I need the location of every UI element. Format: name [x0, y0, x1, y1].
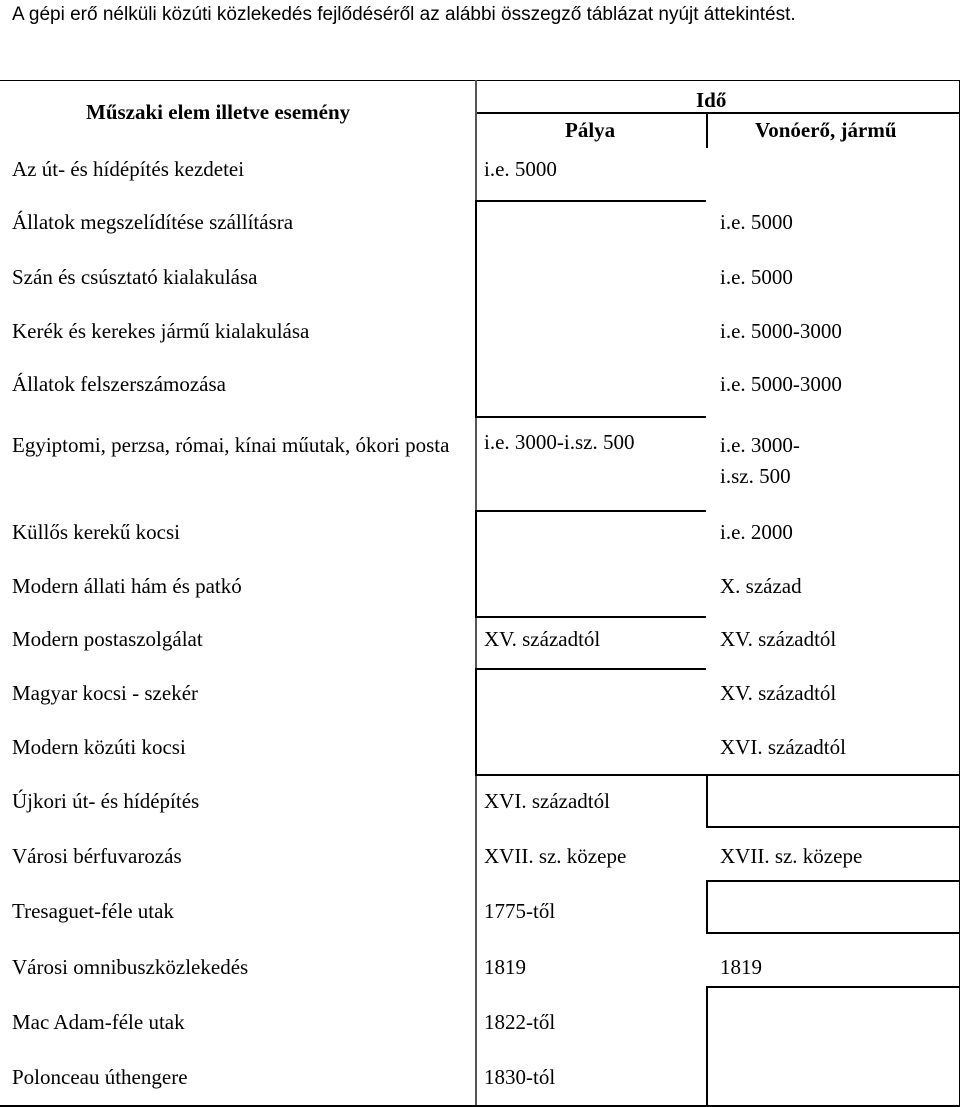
empty-cell-border [706, 986, 708, 1107]
row-traction: i.e. 5000 [720, 265, 793, 289]
empty-cell-border [475, 200, 706, 202]
empty-cell-border [475, 774, 706, 776]
row-track: XV. századtól [484, 627, 601, 651]
row-traction: i.e. 5000-3000 [720, 372, 842, 396]
row-label: Újkori út- és hídépítés [12, 789, 200, 813]
row-label: Modern közúti kocsi [12, 735, 186, 759]
row-label: Modern postaszolgálat [12, 627, 203, 651]
empty-cell-border [706, 880, 708, 932]
empty-cell-border [706, 774, 708, 826]
header-traction: Vonóerő, jármű [755, 118, 897, 142]
row-track: 1775-től [484, 899, 556, 923]
row-traction: 1819 [720, 955, 762, 979]
intro-text: A gépi erő nélküli közúti közlekedés fejlődéséről az alábbi összegző táblázat nyújt áttekintést. [12, 4, 796, 25]
empty-cell-border [475, 668, 477, 774]
row-label: Tresaguet-féle utak [12, 899, 174, 923]
empty-cell-border [706, 774, 960, 776]
row-traction: i.e. 5000-3000 [720, 319, 842, 343]
row-label: Városi omnibuszközlekedés [12, 955, 249, 979]
row-traction: X. század [720, 574, 802, 598]
row-traction: XV. századtól [720, 681, 837, 705]
row-traction: i.e. 5000 [720, 210, 793, 234]
empty-cell-border [475, 616, 706, 618]
table-bottom-border [0, 1105, 960, 1107]
row-label: Állatok felszerszámozása [12, 372, 226, 396]
row-track: i.e. 3000-i.sz. 500 [484, 430, 635, 454]
header-time: Idő [696, 88, 727, 112]
empty-cell-border [706, 826, 960, 828]
row-label: Szán és csúsztató kialakulása [12, 265, 258, 289]
empty-cell-border [475, 416, 706, 418]
row-traction: XVI. századtól [720, 735, 846, 759]
empty-cell-border [706, 932, 960, 934]
empty-cell-border [706, 880, 960, 882]
empty-cell-border [475, 200, 477, 416]
row-label: Magyar kocsi - szekér [12, 681, 199, 705]
row-track: XVII. sz. közepe [484, 844, 627, 868]
row-traction: XVII. sz. közepe [720, 844, 863, 868]
row-label: Modern állati hám és patkó [12, 574, 242, 598]
row-label: Városi bérfuvarozás [12, 844, 182, 868]
row-label: Polonceau úthengere [12, 1065, 188, 1089]
row-traction: XV. századtól [720, 627, 837, 651]
row-label: Egyiptomi, perzsa, római, kínai műutak, ókori posta [12, 433, 450, 457]
header-column-divider [706, 112, 708, 148]
empty-cell-border [475, 510, 477, 616]
header-element: Műszaki elem illetve esemény [86, 100, 351, 124]
row-track: i.e. 5000 [484, 157, 557, 181]
row-label: Állatok megszelídítése szállításra [12, 210, 294, 234]
header-track: Pálya [565, 118, 616, 142]
row-label: Az út- és hídépítés kezdetei [12, 157, 245, 181]
row-track: 1819 [484, 955, 526, 979]
row-track: XVI. századtól [484, 789, 610, 813]
row-traction: i.e. 2000 [720, 520, 793, 544]
empty-cell-border [475, 668, 706, 670]
row-label: Kerék és kerekes jármű kialakulása [12, 319, 310, 343]
row-track: 1822-től [484, 1010, 556, 1034]
empty-cell-border [475, 510, 706, 512]
empty-cell-border [706, 986, 960, 988]
row-track: 1830-tól [484, 1065, 556, 1089]
row-label: Mac Adam-féle utak [12, 1010, 185, 1034]
row-traction: i.e. 3000- i.sz. 500 [720, 433, 800, 488]
row-label: Küllős kerekű kocsi [12, 520, 180, 544]
